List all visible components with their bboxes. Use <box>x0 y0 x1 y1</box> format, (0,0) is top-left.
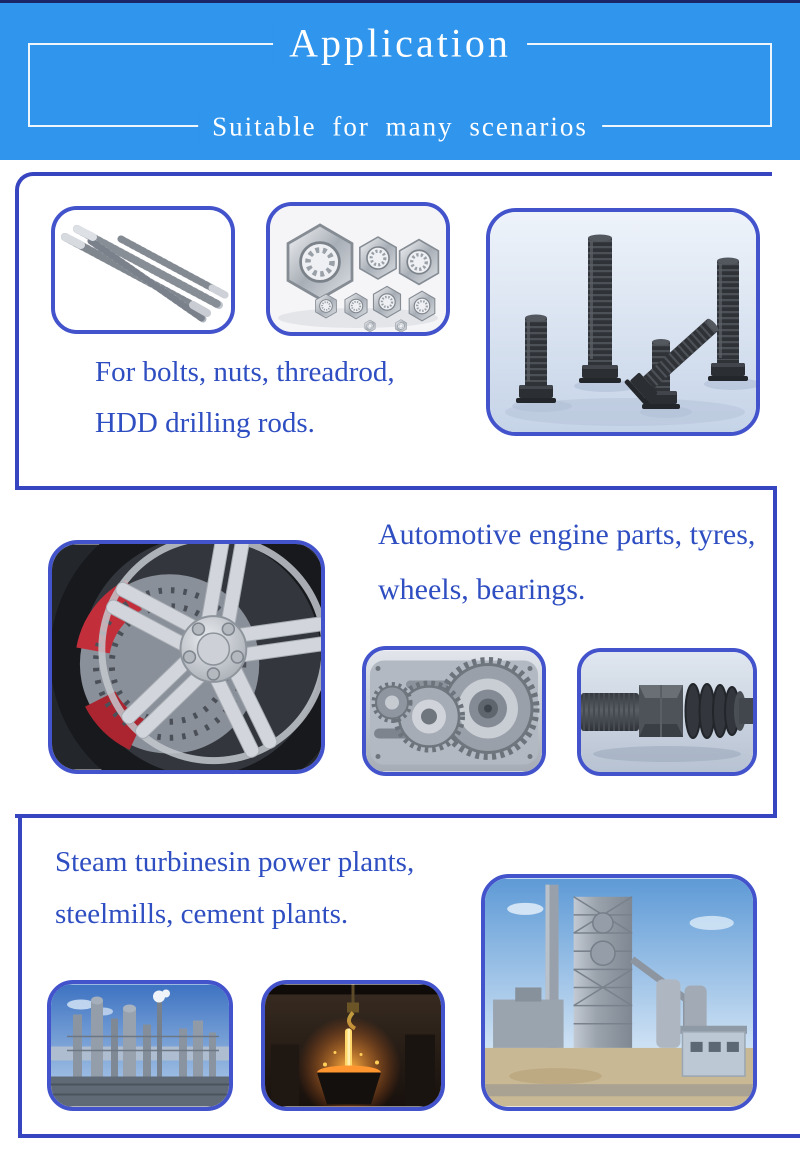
caption-fasteners-line1: For bolts, nuts, threadrod, <box>95 356 395 388</box>
page-subtitle: Suitable for many scenarios <box>198 112 602 143</box>
cement-plant-illustration <box>485 878 753 1107</box>
threaded-coupling-illustration <box>581 652 753 772</box>
caption-automotive-line1: Automotive engine parts, tyres, <box>378 518 756 551</box>
hex-nuts-illustration <box>270 206 446 332</box>
hex-bolts-illustration <box>490 212 756 432</box>
caption-industrial-line1: Steam turbinesin power plants, <box>55 846 415 878</box>
rubber-rings <box>686 684 740 738</box>
refinery-illustration <box>51 984 229 1107</box>
steel-furnace-illustration <box>265 984 441 1107</box>
cement-plant-photo <box>481 874 757 1111</box>
caption-automotive-line2: wheels, bearings. <box>378 573 586 606</box>
building-windows <box>691 1042 739 1052</box>
threaded-rods-illustration <box>55 210 231 330</box>
gearbox-photo <box>362 646 546 776</box>
steel-furnace-photo <box>261 980 445 1111</box>
caption-fasteners-line2: HDD drilling rods. <box>95 407 315 439</box>
threaded-rods-photo <box>51 206 235 334</box>
hex-bolts-photo <box>486 208 760 436</box>
caption-industrial-line2: steelmills, cement plants. <box>55 898 349 930</box>
hex-nuts-photo <box>266 202 450 336</box>
alloy-wheel-photo <box>48 540 325 774</box>
page-title: Application <box>273 20 527 67</box>
refinery-photo <box>47 980 233 1111</box>
alloy-wheel-illustration <box>52 544 321 770</box>
gearbox-illustration <box>366 650 542 772</box>
threaded-coupling-photo <box>577 648 757 776</box>
